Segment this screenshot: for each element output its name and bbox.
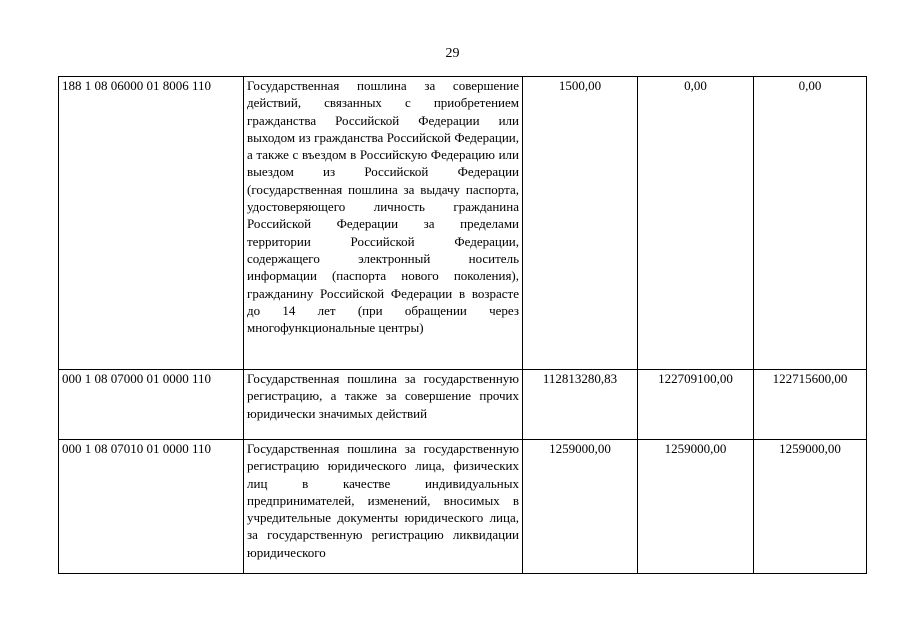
budget-code-cell: 188 1 08 06000 01 8006 110: [59, 77, 244, 370]
amount-year-1-cell: 112813280,83: [523, 370, 638, 440]
budget-revenue-table: [58, 76, 867, 574]
table-row: [59, 77, 867, 370]
amount-year-1-cell: 1500,00: [523, 77, 638, 370]
table-row: [59, 440, 867, 574]
budget-code-cell: 000 1 08 07000 01 0000 110: [59, 370, 244, 440]
budget-code-cell: 000 1 08 07010 01 0000 110: [59, 440, 244, 574]
amount-year-2-cell: 1259000,00: [638, 440, 754, 574]
amount-year-3-cell: 1259000,00: [754, 440, 867, 574]
description-cell: Государственная пошлина за совершение действий, связанных с приобретением гражданства Российской Федерации или выходом из гражданства Российской Федерации, а также с въездом в Российскую Федерацию или выездом из Российской Федерации (государственная пошлина за выдачу паспорта, удостоверяющего личность гражданина Российской Федерации за пределами территории Российской Федерации, содержащего электронный носитель информации (паспорта нового поколения), гражданину Российской Федерации в возрасте до 14 лет (при обращении через многофункциональные центры): [244, 77, 523, 370]
amount-year-2-cell: 0,00: [638, 77, 754, 370]
amount-year-3-cell: 0,00: [754, 77, 867, 370]
description-cell: Государственная пошлина за государственную регистрацию, а также за совершение прочих юридически значимых действий: [244, 370, 523, 440]
page-number: 29: [445, 46, 460, 61]
description-cell: Государственная пошлина за государственную регистрацию юридического лица, физических лиц в качестве индивидуальных предпринимателей, изменений, вносимых в учредительные документы юридического лица, за государственную регистрацию ликвидации юридического: [244, 440, 523, 574]
amount-year-2-cell: 122709100,00: [638, 370, 754, 440]
amount-year-1-cell: 1259000,00: [523, 440, 638, 574]
amount-year-3-cell: 122715600,00: [754, 370, 867, 440]
table-row: [59, 370, 867, 440]
